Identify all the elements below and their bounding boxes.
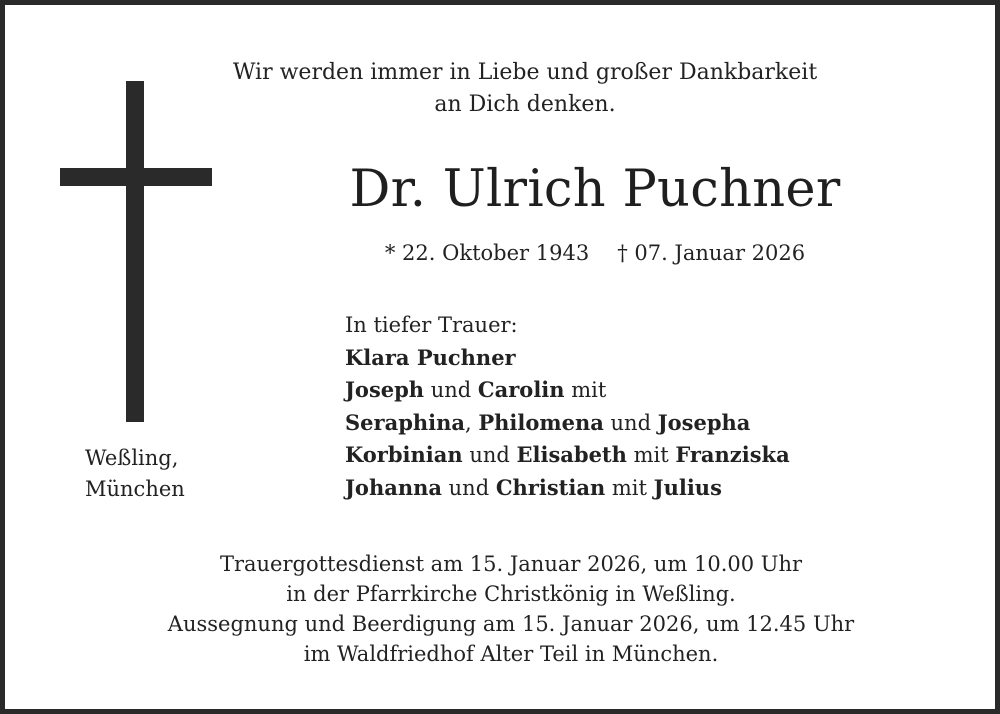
service-line-1: Trauergottesdienst am 15. Januar 2026, um 10.00 Uhr xyxy=(219,552,803,576)
mourner-line xyxy=(345,407,790,440)
mourner-connector: und xyxy=(424,378,478,402)
mourner-connector: mit xyxy=(626,443,676,467)
mourner-name: Philomena xyxy=(478,409,604,435)
mourner-name: Joseph xyxy=(345,377,425,402)
mourners-list xyxy=(345,310,790,504)
mourner-connector: und xyxy=(441,475,496,500)
mourner-connector: , xyxy=(465,410,479,435)
mourner-name: Seraphina xyxy=(345,409,466,435)
mourner-name: Franziska xyxy=(675,442,790,467)
death-date: † 07. Januar 2026 xyxy=(617,241,806,265)
mourner-connector: und xyxy=(603,410,658,435)
memorial-quote xyxy=(185,57,865,121)
service-line-3: Aussegnung und Beerdigung am 15. Januar 2026, um 12.45 Uhr xyxy=(167,612,855,636)
quote-line-1: Wir werden immer in Liebe und großer Dankbarkeit xyxy=(232,60,818,85)
mourner-name: Christian xyxy=(495,474,606,500)
mourner-name: Elisabeth xyxy=(516,442,627,467)
mourner-line xyxy=(345,472,790,505)
place-line-2: München xyxy=(85,477,185,501)
cross-vertical-bar xyxy=(126,81,144,422)
mourner-connector: mit xyxy=(605,475,654,500)
mourner-connector: mit xyxy=(564,378,607,402)
quote-line-2: an Dich denken. xyxy=(434,92,616,117)
deceased-name: Dr. Ulrich Puchner xyxy=(349,160,841,219)
birth-date: * 22. Oktober 1943 xyxy=(384,241,590,265)
funeral-service-info xyxy=(111,549,911,669)
mourner-name: Johanna xyxy=(345,474,442,500)
mourner-name: Josepha xyxy=(657,409,751,435)
mourner-name: Julius xyxy=(653,474,722,500)
mourner-name: Carolin xyxy=(477,377,565,402)
mourner-line xyxy=(345,374,790,407)
life-dates xyxy=(345,238,845,268)
place-line-1: Weßling, xyxy=(85,446,179,470)
place-of-residence xyxy=(85,443,185,505)
service-line-4: im Waldfriedhof Alter Teil in München. xyxy=(303,642,719,666)
mourners-intro: In tiefer Trauer: xyxy=(345,313,518,337)
cross-horizontal-bar xyxy=(60,168,212,186)
mourner-connector: und xyxy=(462,443,517,467)
mourner-name: Klara Puchner xyxy=(345,344,516,370)
service-line-2: in der Pfarrkirche Christkönig in Weßling. xyxy=(286,582,736,606)
mourner-line xyxy=(345,342,790,375)
mourner-name: Korbinian xyxy=(345,442,463,467)
mourner-line xyxy=(345,439,790,472)
